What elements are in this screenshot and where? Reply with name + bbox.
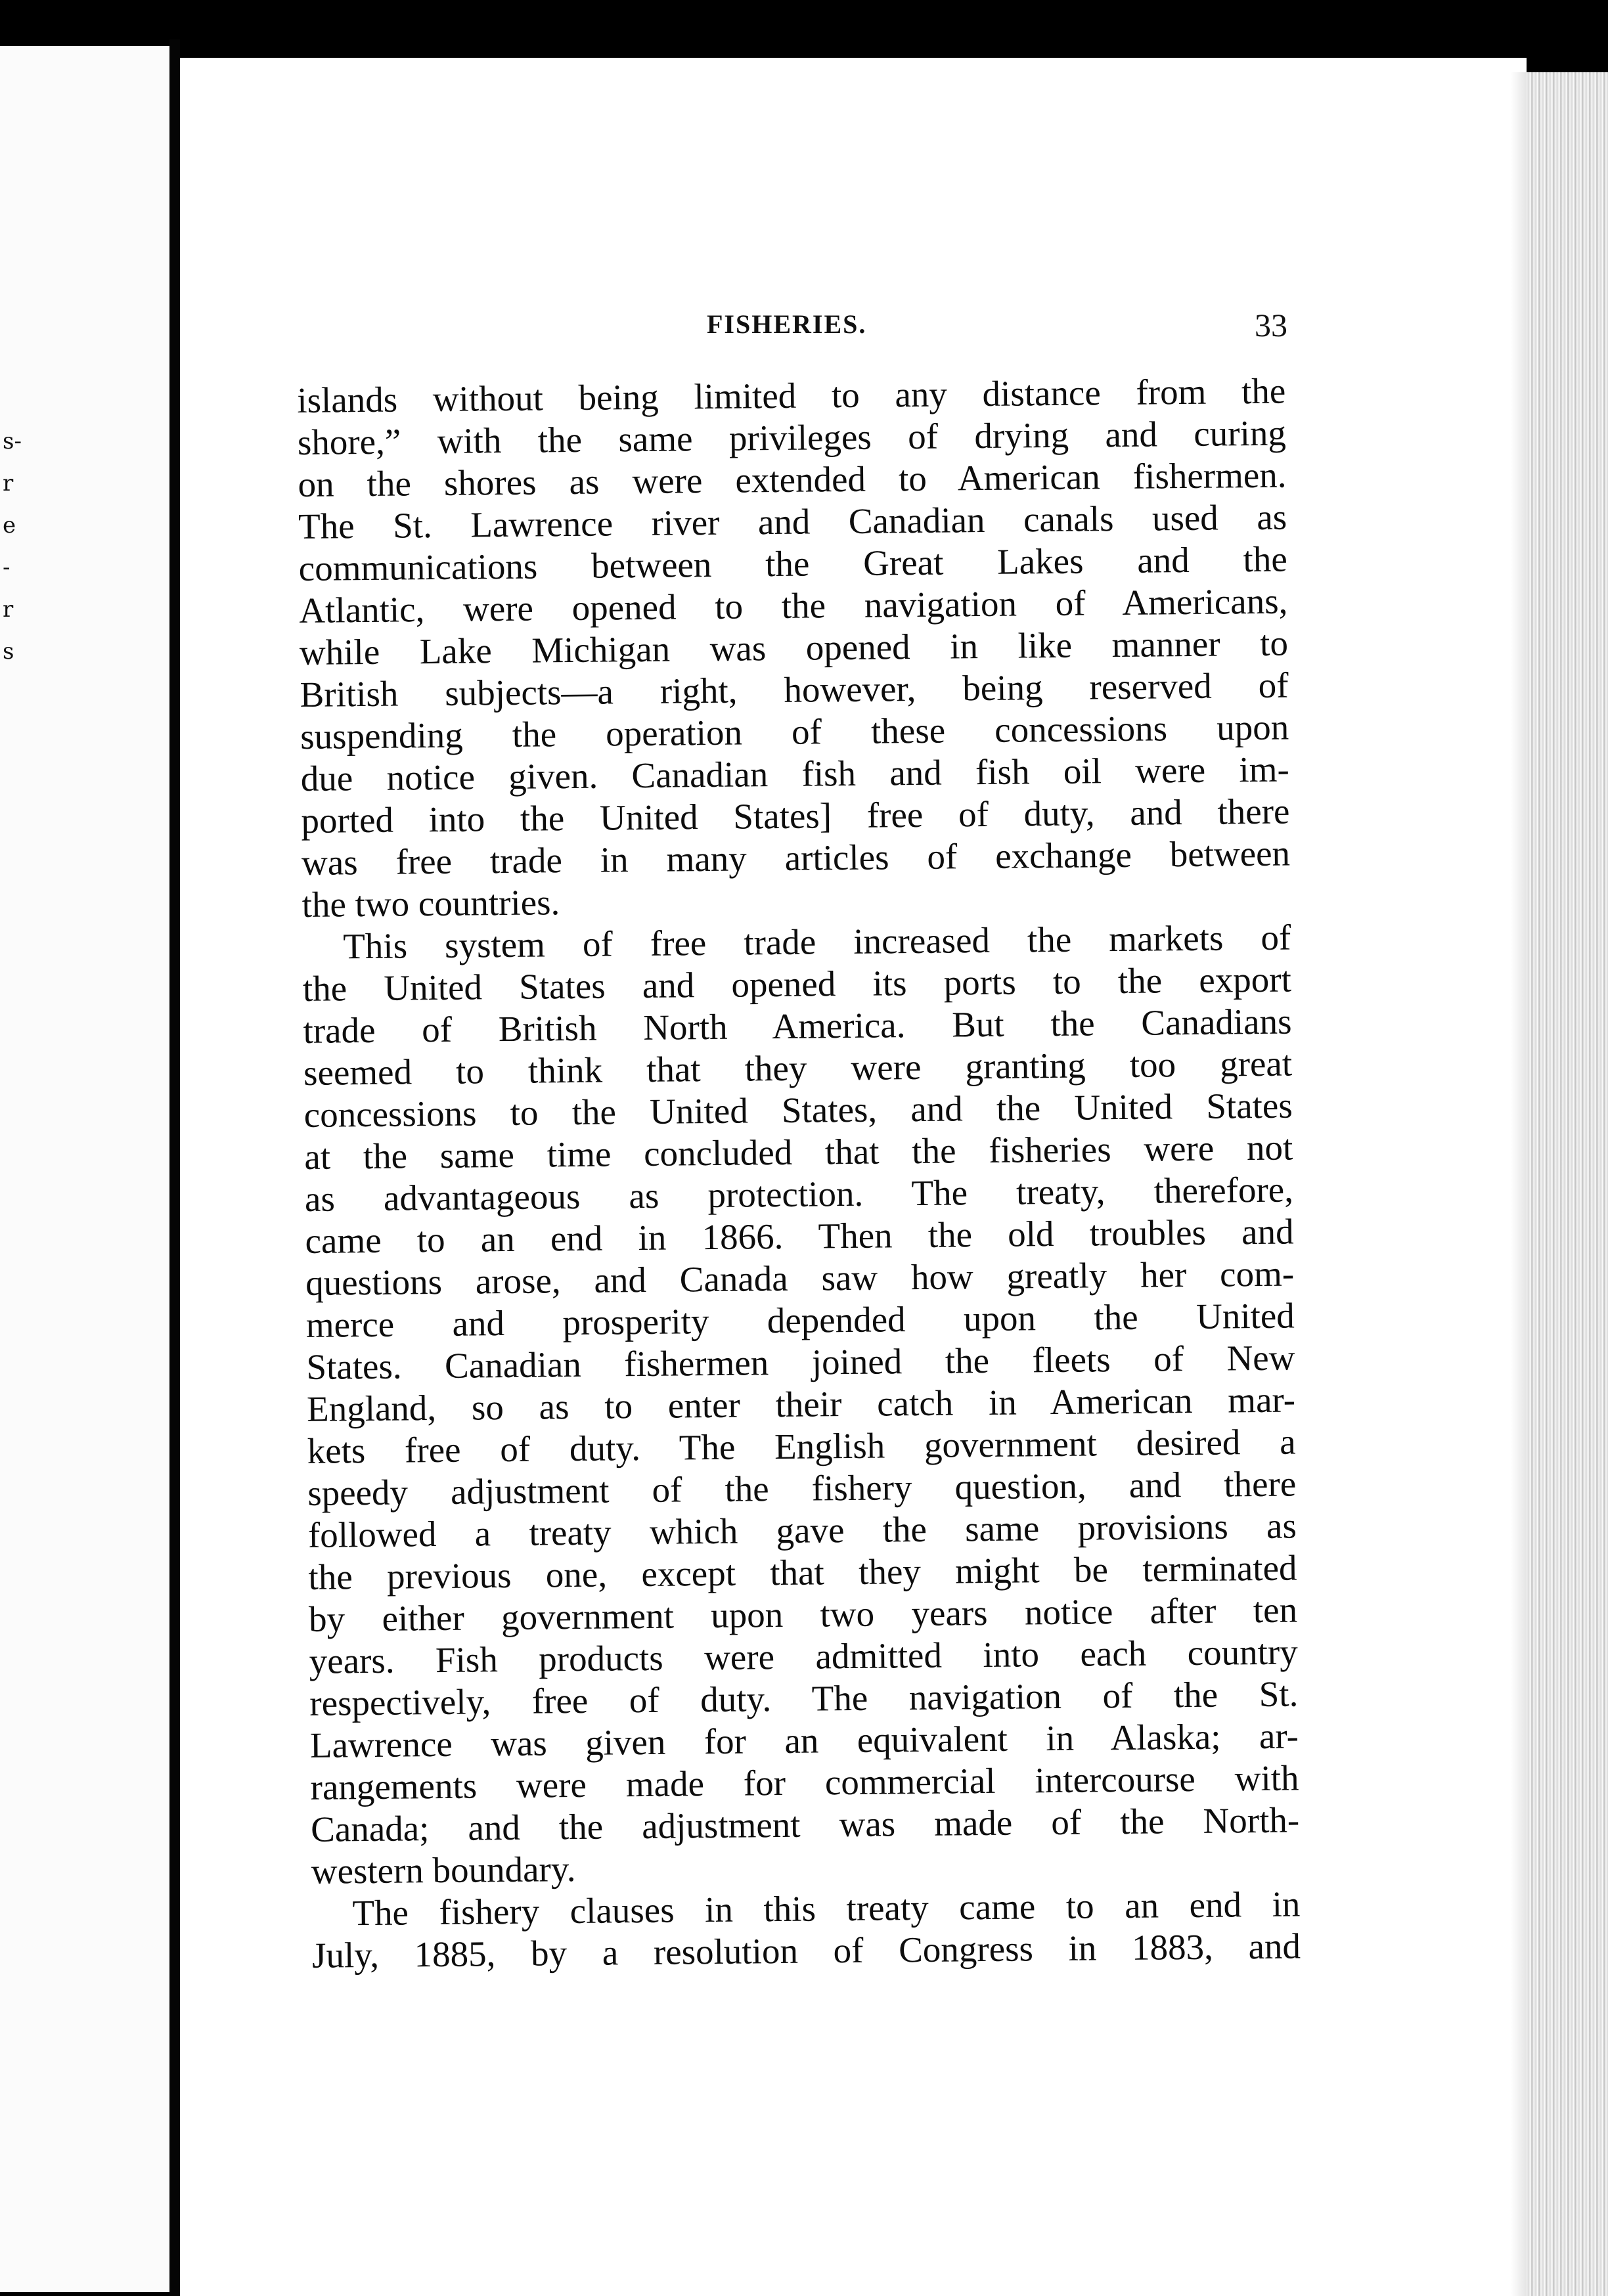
text-line: kets free of duty. The English government desired a xyxy=(307,1421,1296,1471)
left-fragment: - xyxy=(3,554,11,581)
text-line: islands without being limited to any distance from the xyxy=(297,370,1286,420)
text-line: while Lake Michigan was opened in like manner to xyxy=(299,623,1289,673)
book-gutter xyxy=(169,39,180,2296)
text-line: This system of free trade increased the markets of xyxy=(342,917,1291,967)
text-line: by either government upon two years notice after ten xyxy=(308,1589,1298,1639)
text-line: the United States and opened its ports to the export xyxy=(302,959,1292,1009)
text-line: July, 1885, by a resolution of Congress in 1883, and xyxy=(311,1926,1301,1976)
left-fragment: s xyxy=(3,638,14,665)
left-fragment: s- xyxy=(3,428,22,454)
text-line: due notice given. Canadian fish and fish oil were im- xyxy=(300,749,1290,799)
left-fragment: r xyxy=(3,470,14,497)
text-line: England, so as to enter their catch in American mar- xyxy=(306,1379,1296,1429)
text-line: years. Fish products were admitted into each country xyxy=(309,1631,1298,1681)
text-line: the previous one, except that they might be terminated xyxy=(308,1547,1297,1597)
text-line: the two countries. xyxy=(302,882,560,925)
text-line: as advantageous as protection. The treaty, therefore, xyxy=(304,1169,1294,1219)
text-line: came to an end in 1866. Then the old troubles and xyxy=(305,1211,1294,1261)
text-line: concessions to the United States, and the United States xyxy=(303,1085,1293,1135)
text-line: questions arose, and Canada saw how greatly her com- xyxy=(305,1253,1295,1303)
left-page xyxy=(0,46,169,2292)
running-head-title: FISHERIES. xyxy=(707,309,867,339)
running-head xyxy=(315,309,1287,348)
text-line: ported into the United States] free of duty, and there xyxy=(301,791,1290,841)
text-line: seemed to think that they were granting too great xyxy=(303,1043,1293,1093)
text-line: speedy adjustment of the fishery question, and there xyxy=(307,1463,1297,1513)
text-line: British subjects—a right, however, being reserved of xyxy=(300,665,1289,715)
text-line: merce and prosperity depended upon the United xyxy=(305,1295,1295,1345)
text-line: respectively, free of duty. The navigation of the St. xyxy=(309,1673,1299,1723)
text-line: at the same time concluded that the fisheries were not xyxy=(304,1127,1293,1177)
text-line: States. Canadian fishermen joined the fleets of New xyxy=(306,1337,1295,1387)
text-line: followed a treaty which gave the same provisions as xyxy=(307,1505,1297,1555)
body-text xyxy=(297,370,1301,1977)
text-line: suspending the operation of these concessions upon xyxy=(300,707,1289,757)
text-line: Atlantic, were opened to the navigation of Americans, xyxy=(299,581,1288,630)
page-stack-edges xyxy=(1527,72,1608,2296)
text-line: Canada; and the adjustment was made of the North- xyxy=(310,1799,1300,1849)
text-line: Lawrence was given for an equivalent in Alaska; ar- xyxy=(309,1715,1299,1765)
text-line: western boundary. xyxy=(311,1849,576,1891)
text-line: communications between the Great Lakes and the xyxy=(298,539,1287,588)
text-line: was free trade in many articles of exchange between xyxy=(301,833,1291,883)
left-fragment: e xyxy=(3,512,16,539)
text-line: The St. Lawrence river and Canadian canals used as xyxy=(298,497,1287,546)
text-line: trade of British North America. But the Canadians xyxy=(303,1001,1292,1051)
text-line: shore,” with the same privileges of drying and curing xyxy=(297,412,1287,462)
left-page-text-fragments xyxy=(3,420,22,673)
page-number: 33 xyxy=(1255,307,1287,343)
left-fragment: r xyxy=(3,596,14,623)
text-line: The fishery clauses in this treaty came to an end in xyxy=(352,1884,1301,1933)
text-line: rangements were made for commercial intercourse with xyxy=(310,1757,1299,1807)
text-line: on the shores as were extended to American fishermen. xyxy=(298,454,1287,504)
